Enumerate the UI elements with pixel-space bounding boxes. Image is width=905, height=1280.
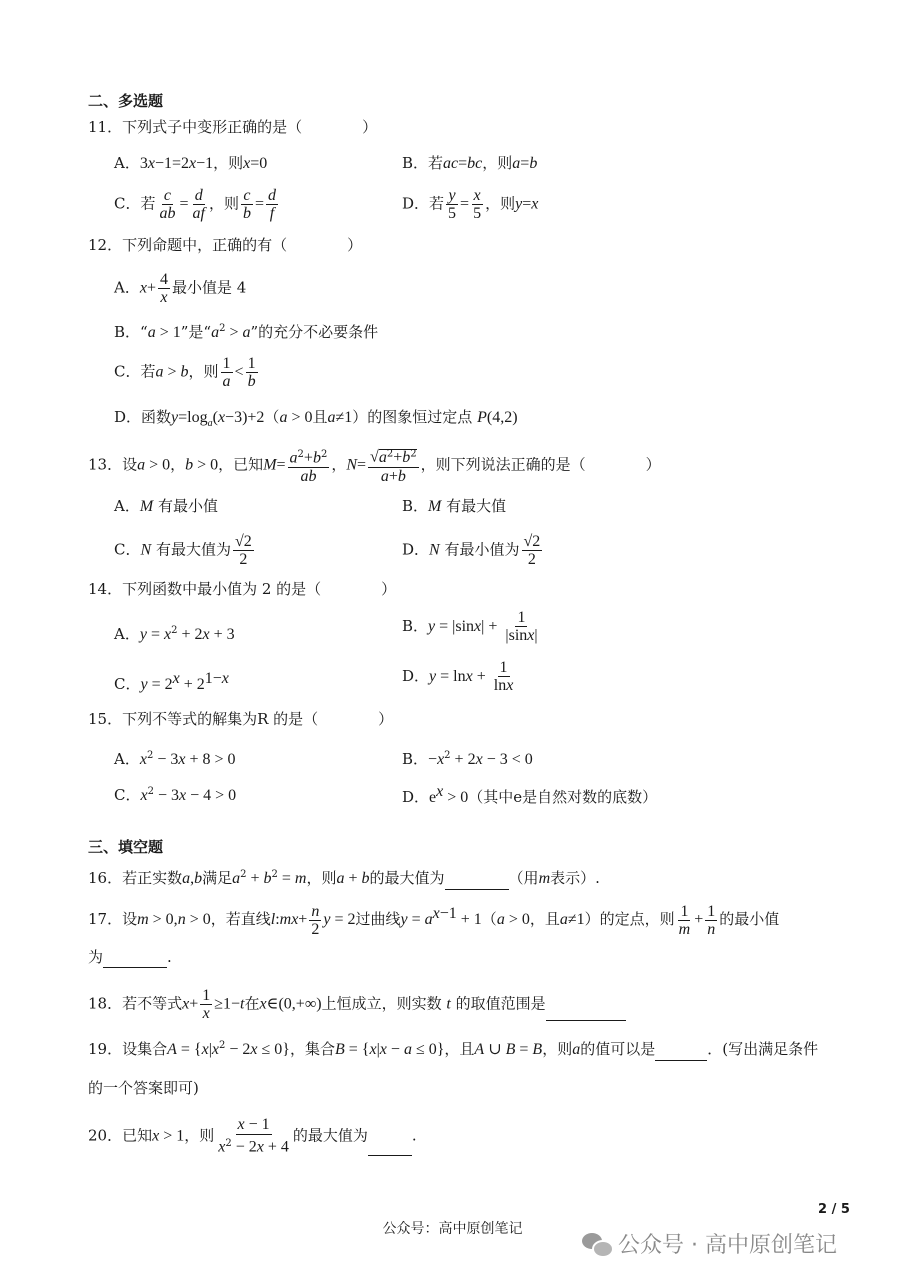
q11-option-b: B．若ac=bc，则a=b (402, 154, 538, 172)
question-13-stem: 13．设a > 0，b > 0，已知M= $\frac{a^2+b^2}{ab}$ ，N= $\frac{√a^2+b^2}{a+b}$ ，则下列说法正确的是（ ） (88, 448, 661, 486)
answer-blank-17[interactable] (103, 951, 167, 968)
question-17-line-2: 为 . (88, 948, 172, 966)
q14-option-d: D．y = lnx + $\frac{1}{\ln x}$ (402, 659, 514, 694)
q13-option-b: B．M 有最大值 (402, 497, 507, 515)
question-20: 20．已知x > 1，则 $\frac{x - 1}{x^2 - 2x + 4}$ 的最大值为 . (88, 1116, 417, 1156)
q12-option-a: A．x+ $\frac{4}{x}$ 最小值是 4 (114, 271, 247, 306)
footer-account: 公众号：高中原创笔记 (382, 1221, 523, 1237)
q12-option-d: D．函数$y=\log_a(x-3)+2(a > 0$且a≠1）的图象恒过定点 P(4,2) (114, 408, 518, 429)
q14-option-a: A．$y = x^2 + 2x + 3$ (114, 625, 235, 643)
answer-blank-20[interactable] (368, 1139, 412, 1156)
q14-option-c: C．$y = 2^x + 2^{1-x}$ (114, 670, 229, 693)
q13-option-a: A．M 有最小值 (114, 497, 218, 515)
question-15-stem: 15．下列不等式的解集为R 的是（ ） (88, 710, 394, 728)
section-title-multiple-choice: 二、多选题 (88, 92, 164, 110)
wechat-icon (582, 1231, 612, 1257)
q12-option-c: C．若a > b，则 $\frac{1}{a}$ < $\frac{1}{b}$ (114, 355, 256, 390)
q13-option-d: D．N 有最小值为 $\frac{√2}{2}$ (402, 533, 541, 568)
q11-option-a: A．3x−1=2x−1，则x=0 (114, 154, 268, 172)
question-19-line-2: 的一个答案即可) (88, 1079, 199, 1097)
q11-option-c: C．若 $\frac{c}{ab}$ = $\frac{d}{af}$ ，则 $\frac{c}{b}$ = $\frac{d}{f}$ (114, 187, 277, 222)
q11-option-d: D．若 $\frac{y}{5}$ = $\frac{x}{5}$ ，则y=x (402, 187, 539, 222)
q15-option-b: B．$-x^2 + 2x - 3 < 0$ (402, 750, 533, 768)
q14-option-b: B．y = |sinx| + $\frac{1}{|\sin x|}$ (402, 609, 538, 644)
q15-option-c: C．$x^2 - 3x - 4 > 0$ (114, 786, 237, 804)
question-11-stem: 11．下列式子中变形正确的是（ ） (88, 118, 378, 136)
q15-option-a: A．$x^2 - 3x + 8 > 0$ (114, 750, 236, 768)
question-16: 16．若正实数a,b满足$a^2 + b^2 = m$，则a + b的最大值为 （用m表示）. (88, 864, 600, 890)
question-12-stem: 12．下列命题中，正确的有（ ） (88, 236, 363, 254)
answer-blank-16[interactable] (445, 873, 509, 890)
watermark (582, 1228, 837, 1259)
page-number: 2 / 5 (818, 1202, 850, 1217)
answer-blank-18[interactable] (546, 1004, 626, 1021)
q15-option-d: D．$e^x > 0$（其中e是自然对数的底数） (402, 783, 658, 806)
question-19: 19．设集合$A = \{x|x^2 - 2x \le 0\}$，集合B = {x|x − a ≤ 0}，且A ∪ B = B，则a的值可以是 ．(写出满足条件 (88, 1035, 818, 1061)
question-14-stem: 14．下列函数中最小值为 2 的是（ ） (88, 580, 397, 598)
watermark-text: 公众号 · 高中原创笔记 (618, 1233, 837, 1258)
question-18: 18．若不等式x+ $\frac{1}{x}$ ≥1−t在x∈(0,+∞)上恒成立，则实数 t 的取值范围是 (88, 988, 626, 1021)
section-title-fill-blank: 三、填空题 (88, 838, 164, 856)
question-17: 17．设m > 0,n > 0，若直线l:mx+ $\frac{n}{2}$ y = 2过曲线$y = a^{x-1} + 1(a > 0$，且a≠1）的定点，则 $\frac{1}{m}$ + $\frac{1}{n}$ 的最小值 (88, 902, 780, 938)
q12-option-b: B．“a > 1”是“$a^2 > a$”的充分不必要条件 (114, 323, 379, 341)
answer-blank-19[interactable] (655, 1044, 707, 1061)
q13-option-c: C．N 有最大值为 $\frac{√2}{2}$ (114, 533, 252, 568)
